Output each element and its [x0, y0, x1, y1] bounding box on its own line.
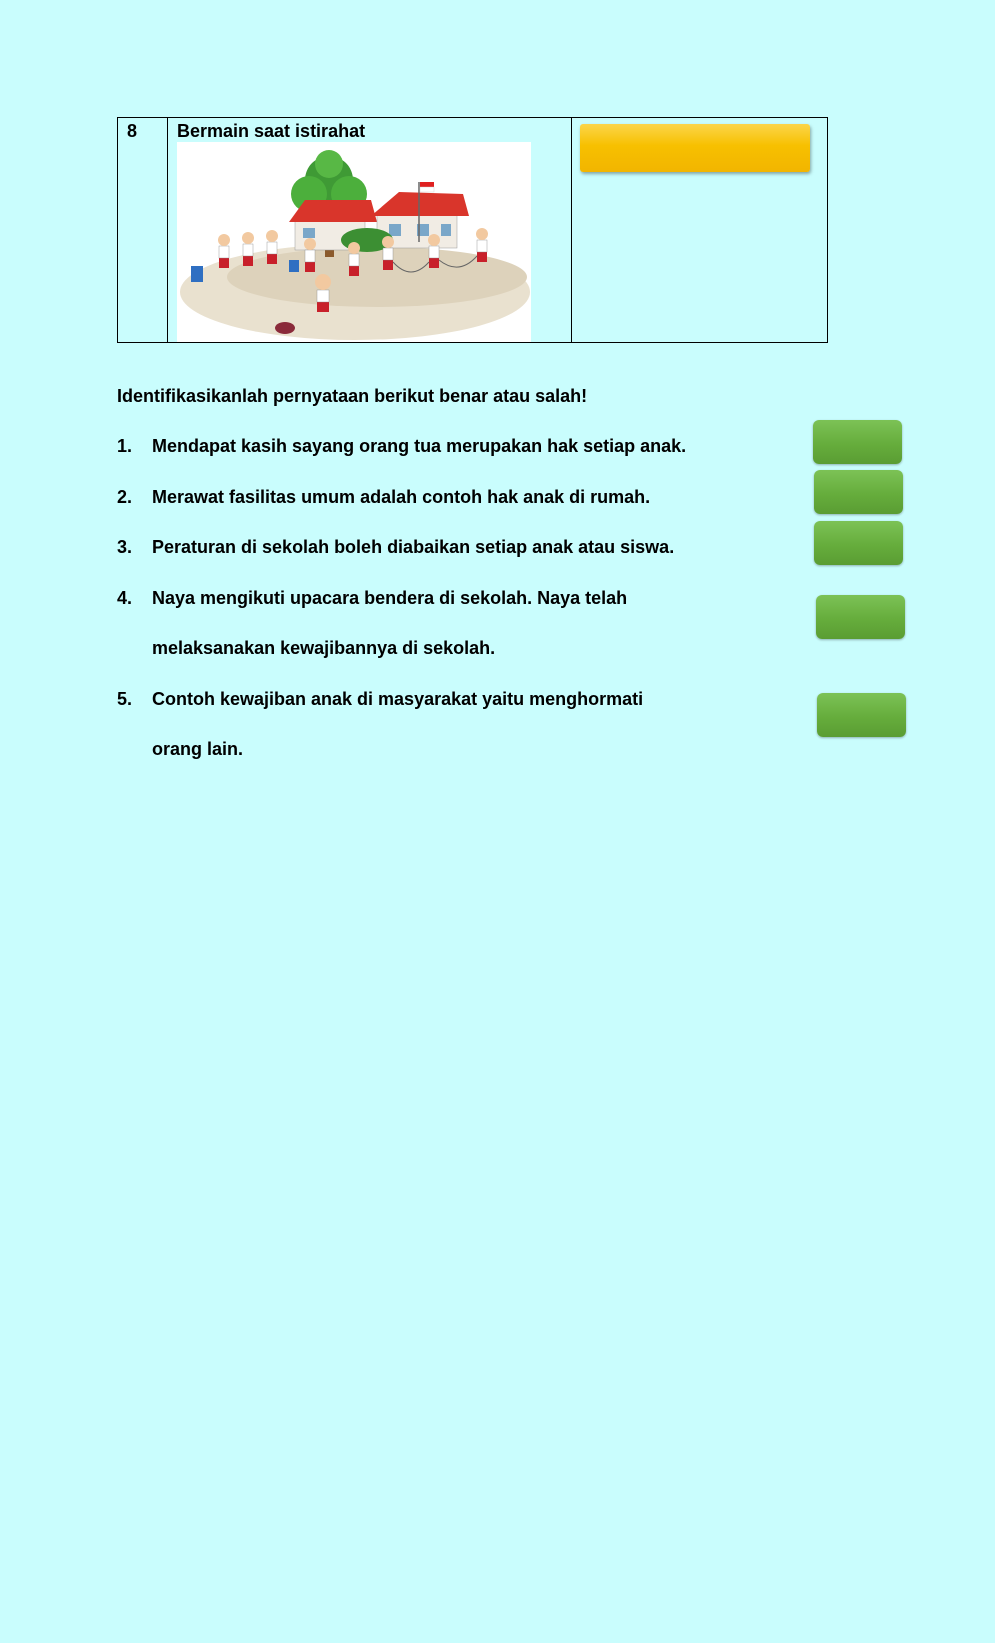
activity-cell [168, 118, 572, 342]
question-text: Contoh kewajiban anak di masyarakat yaitu menghormati [152, 689, 644, 709]
activity-title: Bermain saat istirahat [177, 121, 366, 141]
question-text: Naya mengikuti upacara bendera di sekolah. Naya telah [152, 588, 628, 608]
answer-box-5[interactable] [817, 693, 906, 737]
row-number: 8 [127, 121, 138, 141]
answer-box-1[interactable] [813, 420, 902, 464]
question-text-continued: orang lain. [152, 739, 244, 759]
question-number: 2. [117, 487, 133, 507]
question-text-continued: melaksanakan kewajibannya di sekolah. [152, 638, 496, 658]
question-number: 4. [117, 588, 133, 608]
question-number: 3. [117, 537, 133, 557]
answer-drop-box[interactable] [580, 124, 810, 172]
instruction-text: Identifikasikanlah pernyataan berikut benar atau salah! [117, 386, 588, 406]
question-number: 5. [117, 689, 133, 709]
answer-box-2[interactable] [814, 470, 903, 514]
school-playground-illustration [177, 142, 531, 342]
answer-box-3[interactable] [814, 521, 903, 565]
question-text: Peraturan di sekolah boleh diabaikan setiap anak atau siswa. [152, 537, 675, 557]
question-text: Mendapat kasih sayang orang tua merupakan hak setiap anak. [152, 436, 687, 456]
answer-box-4[interactable] [816, 595, 905, 639]
question-text: Merawat fasilitas umum adalah contoh hak anak di rumah. [152, 487, 651, 507]
question-number: 1. [117, 436, 133, 456]
page-edge [995, 0, 1000, 1643]
number-cell [118, 118, 168, 342]
